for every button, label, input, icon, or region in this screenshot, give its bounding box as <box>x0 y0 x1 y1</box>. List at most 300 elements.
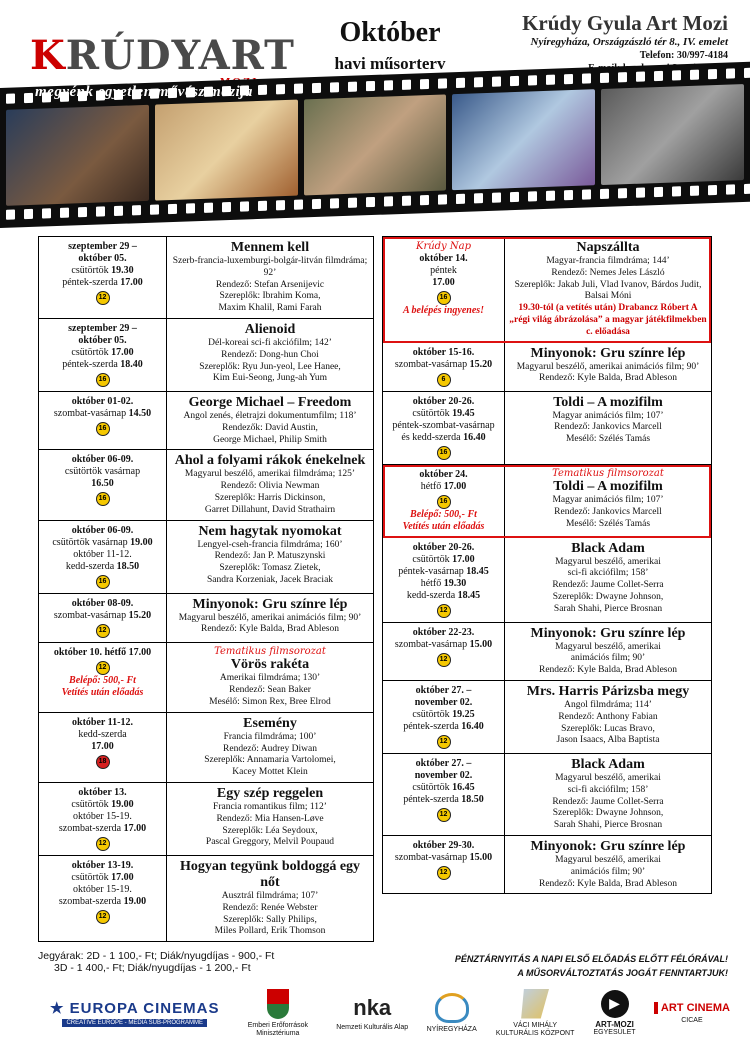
film-still <box>6 105 149 206</box>
age-rating-badge: 12 <box>96 291 110 305</box>
film-perforation <box>366 197 375 207</box>
screening-date: október 05. <box>78 334 127 346</box>
film-info-line: Kacey Mottet Klein <box>232 767 308 778</box>
film-details <box>167 594 373 642</box>
box-office-notice <box>455 952 728 980</box>
film-perforation <box>546 191 555 201</box>
film-title: George Michael – Freedom <box>188 394 352 410</box>
film-info-line: Pascal Greggory, Melvil Poupaud <box>205 837 335 848</box>
film-perforation <box>222 202 231 212</box>
film-title: Mennem kell <box>230 240 310 255</box>
series-label: Tematikus filmsorozat <box>552 467 664 479</box>
film-perforation <box>744 68 750 78</box>
screening-date: október 29-30. <box>412 839 475 851</box>
film-perforation <box>312 199 321 209</box>
film-perforation <box>168 204 177 214</box>
age-rating-badge: 12 <box>437 808 451 822</box>
screening-time: csütörtök 19.00 <box>71 798 134 810</box>
film-info-line: Magyar animációs film; 107’ <box>552 410 664 421</box>
logo-label: ART-MOZI <box>595 1019 634 1029</box>
schedule-row <box>39 450 373 520</box>
cinema-address: Nyíregyháza, Országzászló tér 8., IV. emelet <box>530 36 728 48</box>
film-perforation <box>510 192 519 202</box>
sponsor-logos <box>50 978 730 1048</box>
film-info-line: Szereplők: Dwayne Johnson, <box>552 591 664 602</box>
film-details <box>505 465 711 537</box>
screening-date: október 06-09. <box>71 454 134 466</box>
screening-times <box>383 623 505 680</box>
logo-sublabel: Nemzeti Kulturális Alap <box>336 1023 409 1031</box>
film-perforation <box>708 185 717 195</box>
film-info-line: Szereplők: Lucas Bravo, <box>561 723 655 734</box>
film-info-line: Angol filmdráma; 114’ <box>564 699 652 710</box>
price-note: Belépő: 500,- Ft <box>69 674 136 686</box>
schedule-row <box>39 713 373 783</box>
screening-time: hétfő 19.30 <box>420 577 467 589</box>
film-info-line: Ausztrál filmdráma; 107’ <box>221 890 319 901</box>
film-perforation <box>726 68 735 78</box>
film-perforation <box>564 190 573 200</box>
film-info-line: Francia filmdráma; 100’ <box>223 731 317 742</box>
logo-label: nka <box>353 994 392 1020</box>
film-perforation <box>492 77 501 87</box>
film-details <box>505 237 711 342</box>
schedule-row <box>39 392 373 450</box>
film-perforation <box>348 198 357 208</box>
film-perforation <box>276 84 285 94</box>
screening-times <box>39 783 167 855</box>
film-details <box>167 713 373 782</box>
film-perforation <box>582 189 591 199</box>
month-subtitle: havi műsorterv <box>334 54 446 73</box>
film-info-line: Rendező: Jaume Collet-Serra <box>552 796 664 807</box>
price-line-2d: Jegyárak: 2D - 1 100,- Ft; Diák/nyugdíjas - 900,- Ft <box>38 950 275 962</box>
screening-times <box>383 392 505 464</box>
film-perforation <box>636 187 645 197</box>
film-perforation <box>456 78 465 88</box>
age-rating-badge: 12 <box>437 866 451 880</box>
screening-date: október 13. <box>78 786 127 798</box>
age-rating-badge: 12 <box>437 735 451 749</box>
film-details <box>505 754 711 835</box>
film-perforation <box>438 194 447 204</box>
film-perforation <box>42 208 51 218</box>
tagline: megyénk egyetlen művész mozija <box>35 84 253 100</box>
film-info-line: Szereplők: Sally Philips, <box>223 914 317 925</box>
age-rating-badge: 16 <box>437 291 451 305</box>
film-perforation <box>78 207 87 217</box>
film-details <box>505 623 711 680</box>
nyiregyhaza-logo <box>427 993 477 1034</box>
age-rating-badge: 18 <box>96 755 110 769</box>
film-info-line: Magyarul beszélő, amerikai <box>555 556 661 567</box>
film-info-line: Szereplők: Annamaria Vartolomei, <box>204 755 336 766</box>
film-title: Minyonok: Gru színre lép <box>530 625 686 641</box>
event-tag: Krúdy Nap <box>415 241 472 252</box>
screening-date: szeptember 29 – <box>68 322 137 334</box>
ministry-logo <box>238 989 318 1038</box>
film-details <box>505 836 711 893</box>
film-perforation <box>258 85 267 95</box>
screening-time: október 15-19. <box>73 810 132 822</box>
film-perforation <box>24 209 33 219</box>
film-perforation <box>258 201 267 211</box>
screening-time: péntek-szerda 18.50 <box>403 793 484 805</box>
film-perforation <box>708 69 717 79</box>
film-info-line: animációs film; 90’ <box>570 866 646 877</box>
film-title: Toldi – A mozifilm <box>553 479 663 495</box>
screening-date: október 11-12. <box>72 716 133 728</box>
film-perforation <box>474 77 483 87</box>
film-details <box>505 392 711 464</box>
film-info-line: Rendező: Nemes Jeles László <box>551 267 665 278</box>
film-info-line: Rendező: Kyle Balda, Brad Ableson <box>539 878 677 889</box>
age-rating-badge: 12 <box>96 910 110 924</box>
price-note: A belépés ingyenes! <box>402 305 485 316</box>
film-info-line: Szereplők: Ibrahim Koma, <box>219 291 321 302</box>
film-perforation <box>6 93 15 103</box>
film-info-line: Garret Dillahunt, David Strathairn <box>204 504 336 515</box>
age-rating-badge: 12 <box>96 837 110 851</box>
film-title: Minyonok: Gru színre lép <box>530 838 686 854</box>
film-title: Black Adam <box>571 756 645 772</box>
screening-date: október 15-16. <box>412 346 475 358</box>
film-info-line: Szereplők: Jakab Juli, Vlad Ivanov, Bárdos Judit, Balsai Móni <box>514 279 702 302</box>
film-info-line: Maxim Khalil, Rami Farah <box>218 303 322 314</box>
age-rating-badge: 12 <box>96 624 110 638</box>
screening-times <box>383 538 505 622</box>
film-perforation <box>582 73 591 83</box>
film-info-line: Mesélő: Szélés Tamás <box>565 518 651 529</box>
film-info-line: Jason Isaacs, Alba Baptista <box>556 735 660 746</box>
film-info-line: Sarah Shahi, Pierce Brosnan <box>553 603 663 614</box>
film-still <box>155 100 298 201</box>
film-info-line: Magyarul beszélő, amerikai <box>555 854 661 865</box>
age-rating-badge: 16 <box>96 575 110 589</box>
schedule-row <box>383 237 711 343</box>
screening-date: október 22-23. <box>412 626 475 638</box>
film-title: Black Adam <box>571 540 645 556</box>
schedule-row <box>39 237 373 319</box>
film-perforation <box>348 82 357 92</box>
film-details <box>505 343 711 391</box>
screening-date: november 02. <box>414 696 473 708</box>
film-info-line: Miles Pollard, Erik Thomson <box>214 926 326 937</box>
film-title: Hogyan tegyünk boldoggá egy nőt <box>179 858 361 890</box>
age-rating-badge: 16 <box>96 492 110 506</box>
nka-logo <box>336 995 408 1032</box>
schedule-left-column <box>38 236 374 942</box>
screening-time: kedd-szerda <box>78 728 127 740</box>
film-title: Vörös rakéta <box>230 657 310 673</box>
screening-time: szombat-szerda 19.00 <box>58 895 147 907</box>
film-perforation <box>672 186 681 196</box>
film-info-line: Francia romantikus film; 112’ <box>213 801 327 812</box>
screening-time: csütörtök 19.30 <box>71 265 134 276</box>
film-info-line: Mesélő: Szélés Tamás <box>565 434 651 445</box>
screening-date: október 14. <box>419 253 468 264</box>
film-info-line: Szereplők: Tomasz Zietek, <box>219 563 321 574</box>
film-info-line: Rendező: Mia Hansen-Løve <box>216 813 324 824</box>
screening-time: csütörtök vasárnap <box>64 466 141 478</box>
age-rating-badge: 12 <box>437 653 451 667</box>
screening-time: csütörtök 17.00 <box>71 346 134 358</box>
film-title: Ahol a folyami rákok énekelnek <box>174 453 366 469</box>
film-perforation <box>6 209 15 219</box>
screening-time: csütörtök vasárnap 19.00 <box>52 536 153 548</box>
film-title: Napszállta <box>576 240 640 255</box>
film-perforation <box>456 194 465 204</box>
screening-time: október 15-19. <box>73 883 132 895</box>
film-perforation <box>654 71 663 81</box>
film-perforation <box>618 72 627 82</box>
screening-time: péntek-szerda 16.40 <box>403 720 484 732</box>
screening-date: október 08-09. <box>71 597 134 609</box>
film-perforation <box>186 203 195 213</box>
ticket-prices <box>38 950 274 974</box>
screening-date: október 27. – <box>415 684 472 696</box>
film-perforation <box>600 189 609 199</box>
screening-date: október 06-09. <box>71 524 134 536</box>
film-still <box>601 84 744 185</box>
film-info-line: Rendező: Audrey Diwan <box>223 743 317 754</box>
coat-of-arms-icon <box>267 989 289 1019</box>
screening-time: kedd-szerda 18.45 <box>406 589 481 601</box>
film-title: Esemény <box>243 715 297 731</box>
screening-date: október 24. <box>419 468 468 480</box>
screening-times <box>39 594 167 642</box>
art-mozi-logo <box>594 990 636 1037</box>
screening-date: november 02. <box>414 769 473 781</box>
price-line-3d: 3D - 1 400,- Ft; Diák/nyugdíjas - 1 200,- Ft <box>54 962 251 974</box>
film-perforation <box>150 204 159 214</box>
screening-times <box>39 713 167 782</box>
screening-date: október 13-19. <box>71 859 134 871</box>
film-perforation <box>690 70 699 80</box>
screening-time: csütörtök 17.00 <box>71 871 134 883</box>
film-perforation <box>276 200 285 210</box>
art-cinema-cicae-logo <box>654 1002 730 1025</box>
screening-time: 17.00 <box>432 277 455 288</box>
screening-time: szombat-szerda 17.00 <box>58 822 147 834</box>
screening-time: október 11-12. <box>73 548 132 560</box>
logo-sublabel: EGYESÜLET <box>593 1028 636 1036</box>
film-perforation <box>60 208 69 218</box>
film-perforation <box>726 184 735 194</box>
film-perforation <box>528 191 537 201</box>
film-perforation <box>330 198 339 208</box>
play-icon: ▶ <box>601 990 629 1018</box>
film-still <box>452 89 595 190</box>
schedule-row <box>39 319 373 392</box>
film-info-line: Rendező: Sean Baker <box>229 685 311 696</box>
film-info-line: Szereplők: Ryu Jun-yeol, Lee Hanee, <box>199 361 341 372</box>
logo-label: NYÍREGYHÁZA <box>426 1025 477 1033</box>
cinema-phone: Telefon: 30/997-4184 <box>639 50 728 61</box>
film-title: Mrs. Harris Párizsba megy <box>526 683 690 699</box>
screening-time: péntek-szerda 18.40 <box>62 358 143 370</box>
film-info-line: Magyarul beszélő, amerikai animációs film; 90’ <box>178 612 362 623</box>
screening-times <box>39 521 167 593</box>
logo-label: ART CINEMA <box>654 1002 730 1014</box>
film-info-line: sci-fi akciófilm; 158’ <box>567 568 649 579</box>
screening-times <box>39 237 167 318</box>
film-perforation <box>402 80 411 90</box>
film-info-line: Sandra Korzeniak, Jacek Braciak <box>206 574 334 585</box>
film-info-line: Rendező: Jaume Collet-Serra <box>552 580 664 591</box>
age-rating-badge: 6 <box>437 373 451 387</box>
film-info-line: Magyarul beszélő, amerikai animációs film; 90’ <box>516 361 700 372</box>
screening-time: 17.00 <box>91 740 114 752</box>
film-perforation <box>402 196 411 206</box>
schedule-row <box>383 465 711 538</box>
film-perforation <box>528 75 537 85</box>
film-perforation <box>618 188 627 198</box>
film-info-line: Amerikai filmdráma; 130’ <box>219 673 321 684</box>
logo-sublabel: CICAE <box>681 1016 703 1024</box>
film-perforation <box>600 73 609 83</box>
film-info-line: Rendező: Dong-hun Choi <box>221 349 319 360</box>
film-details <box>167 237 373 318</box>
film-info-line: Kim Eui-Seong, Jung-ah Yum <box>212 373 328 384</box>
film-details <box>505 681 711 753</box>
screening-times <box>39 856 167 941</box>
notice-changes: A MŰSORVÁLTOZTATÁS JOGÁT FENNTARTJUK! <box>517 968 728 978</box>
film-details <box>167 783 373 855</box>
film-perforation <box>654 187 663 197</box>
film-perforation <box>690 186 699 196</box>
screening-time: és kedd-szerda 16.40 <box>401 431 486 443</box>
film-perforation <box>636 71 645 81</box>
film-perforation <box>366 81 375 91</box>
schedule-row <box>39 594 373 643</box>
film-info-line: Rendező: Jan P. Matuszynski <box>214 551 326 562</box>
screening-date: október 20-26. <box>412 541 475 553</box>
film-perforation <box>294 83 303 93</box>
screening-date: október 10. hétfő 17.00 <box>53 646 152 658</box>
film-info-line: Magyar animációs film; 107’ <box>552 495 664 506</box>
screening-time: péntek <box>430 265 457 276</box>
screening-time: csütörtök 16.45 <box>412 781 475 793</box>
film-perforation <box>240 201 249 211</box>
film-perforation <box>546 75 555 85</box>
film-perforation <box>474 193 483 203</box>
screening-time: 16.50 <box>91 478 114 490</box>
screening-times <box>383 237 505 342</box>
film-info-line: Lengyel-cseh-francia filmdráma; 160’ <box>197 539 343 550</box>
screening-times <box>39 450 167 519</box>
screening-times <box>383 754 505 835</box>
age-rating-badge: 12 <box>96 661 110 675</box>
screening-time: péntek-vasárnap 18.45 <box>398 565 489 577</box>
schedule-row <box>39 783 373 856</box>
film-info-line: Sarah Shahi, Pierce Brosnan <box>553 820 663 831</box>
film-info-line: Magyarul beszélő, amerikai <box>555 772 661 783</box>
screening-time: péntek-szerda 17.00 <box>62 277 143 288</box>
age-rating-badge: 16 <box>437 446 451 460</box>
film-perforation <box>564 74 573 84</box>
vmkk-emblem-icon <box>521 989 549 1019</box>
film-details <box>167 856 373 941</box>
film-perforation <box>510 76 519 86</box>
film-title: Toldi – A mozifilm <box>553 394 663 410</box>
film-info-line: George Michael, Philip Smith <box>213 434 327 445</box>
film-info-line: animációs film; 90’ <box>570 653 646 664</box>
film-info-line: Magyarul beszélő, amerikai <box>555 641 661 652</box>
film-info-line: Rendező: Jankovics Marcell <box>554 422 662 433</box>
film-info-line: Angol zenés, életrajzi dokumentumfilm; 118’ <box>183 410 357 421</box>
age-rating-badge: 12 <box>437 604 451 618</box>
film-perforation <box>96 206 105 216</box>
series-label: Tematikus filmsorozat <box>214 645 326 657</box>
screening-time: csütörtök 17.00 <box>412 553 475 565</box>
screening-times <box>383 836 505 893</box>
notice-opening: PÉNZTÁRNYITÁS A NAPI ELSŐ ELŐADÁS ELŐTT FÉLÓRÁVAL! <box>454 954 728 964</box>
age-rating-badge: 16 <box>96 373 110 387</box>
logo-text: RÚDYART <box>65 32 295 79</box>
screening-time: szombat-vasárnap 14.50 <box>53 407 152 419</box>
film-info-line: Rendező: Jankovics Marcell <box>554 507 662 518</box>
film-info-line: Rendező: Kyle Balda, Brad Ableson <box>539 665 677 676</box>
film-details <box>167 450 373 519</box>
age-rating-badge: 16 <box>437 495 451 509</box>
screening-times <box>383 465 505 537</box>
logo-label: VÁCI MIHÁLY KULTURÁLIS KÖZPONT <box>495 1021 575 1037</box>
cinema-name: Krúdy Gyula Art Mozi <box>522 11 728 35</box>
film-perforation <box>294 199 303 209</box>
event-note: 19.30-tól (a vetítés után) Drabancz Róbert A „régi világ ábrázolása” a magyar játékfilmekben c. előadása <box>509 303 707 337</box>
film-info-line: Rendező: Kyle Balda, Brad Ableson <box>201 624 339 635</box>
film-info-line: Magyar-francia filmdráma; 144’ <box>546 256 670 266</box>
film-perforation <box>24 93 33 103</box>
film-perforation <box>420 195 429 205</box>
schedule-row <box>383 538 711 623</box>
film-details <box>167 521 373 593</box>
screening-time: csütörtök 19.45 <box>412 407 475 419</box>
schedule-row <box>39 643 373 713</box>
screening-time: szombat-vasárnap 15.20 <box>394 358 493 370</box>
film-perforation <box>744 184 750 194</box>
logo-sublabel: CREATIVE EUROPE - MEDIA SUB-PROGRAMME <box>62 1019 207 1027</box>
screening-time: hétfő 17.00 <box>420 480 467 492</box>
film-info-line: Dél-koreai sci-fi akciófilm; 142’ <box>208 337 332 348</box>
screening-times <box>39 392 167 449</box>
film-title: Nem hagytak nyomokat <box>198 523 342 539</box>
film-info-line: Szerb-francia-luxemburgi-bolgár-litván filmdráma; 92’ <box>172 256 368 278</box>
film-info-line: sci-fi akciófilm; 158’ <box>567 784 649 795</box>
schedule-row <box>383 392 711 465</box>
film-title: Egy szép reggelen <box>216 785 324 801</box>
schedule-row <box>383 623 711 681</box>
screening-time: kedd-szerda 18.50 <box>65 560 140 572</box>
schedule-row <box>383 836 711 893</box>
screening-date: október 05. <box>78 253 127 264</box>
film-info-line: Rendező: Stefan Arsenijevic <box>215 279 325 290</box>
film-perforation <box>492 193 501 203</box>
screening-date: október 20-26. <box>412 395 475 407</box>
film-perforation <box>330 82 339 92</box>
logo-label: EUROPA CINEMAS <box>69 1000 220 1017</box>
film-details <box>505 538 711 622</box>
screening-times <box>39 643 167 712</box>
screening-time: szombat-vasárnap 15.20 <box>53 609 152 621</box>
film-details <box>167 643 373 712</box>
film-title: Alienoid <box>244 321 296 337</box>
europa-cinemas-logo: ★ EUROPA CINEMAS CREATIVE EUROPE - MEDIA SUB-PROGRAMME <box>50 1000 220 1026</box>
film-info-line: Rendező: Olivia Newman <box>220 481 320 492</box>
film-perforation <box>384 196 393 206</box>
film-still <box>304 94 447 195</box>
